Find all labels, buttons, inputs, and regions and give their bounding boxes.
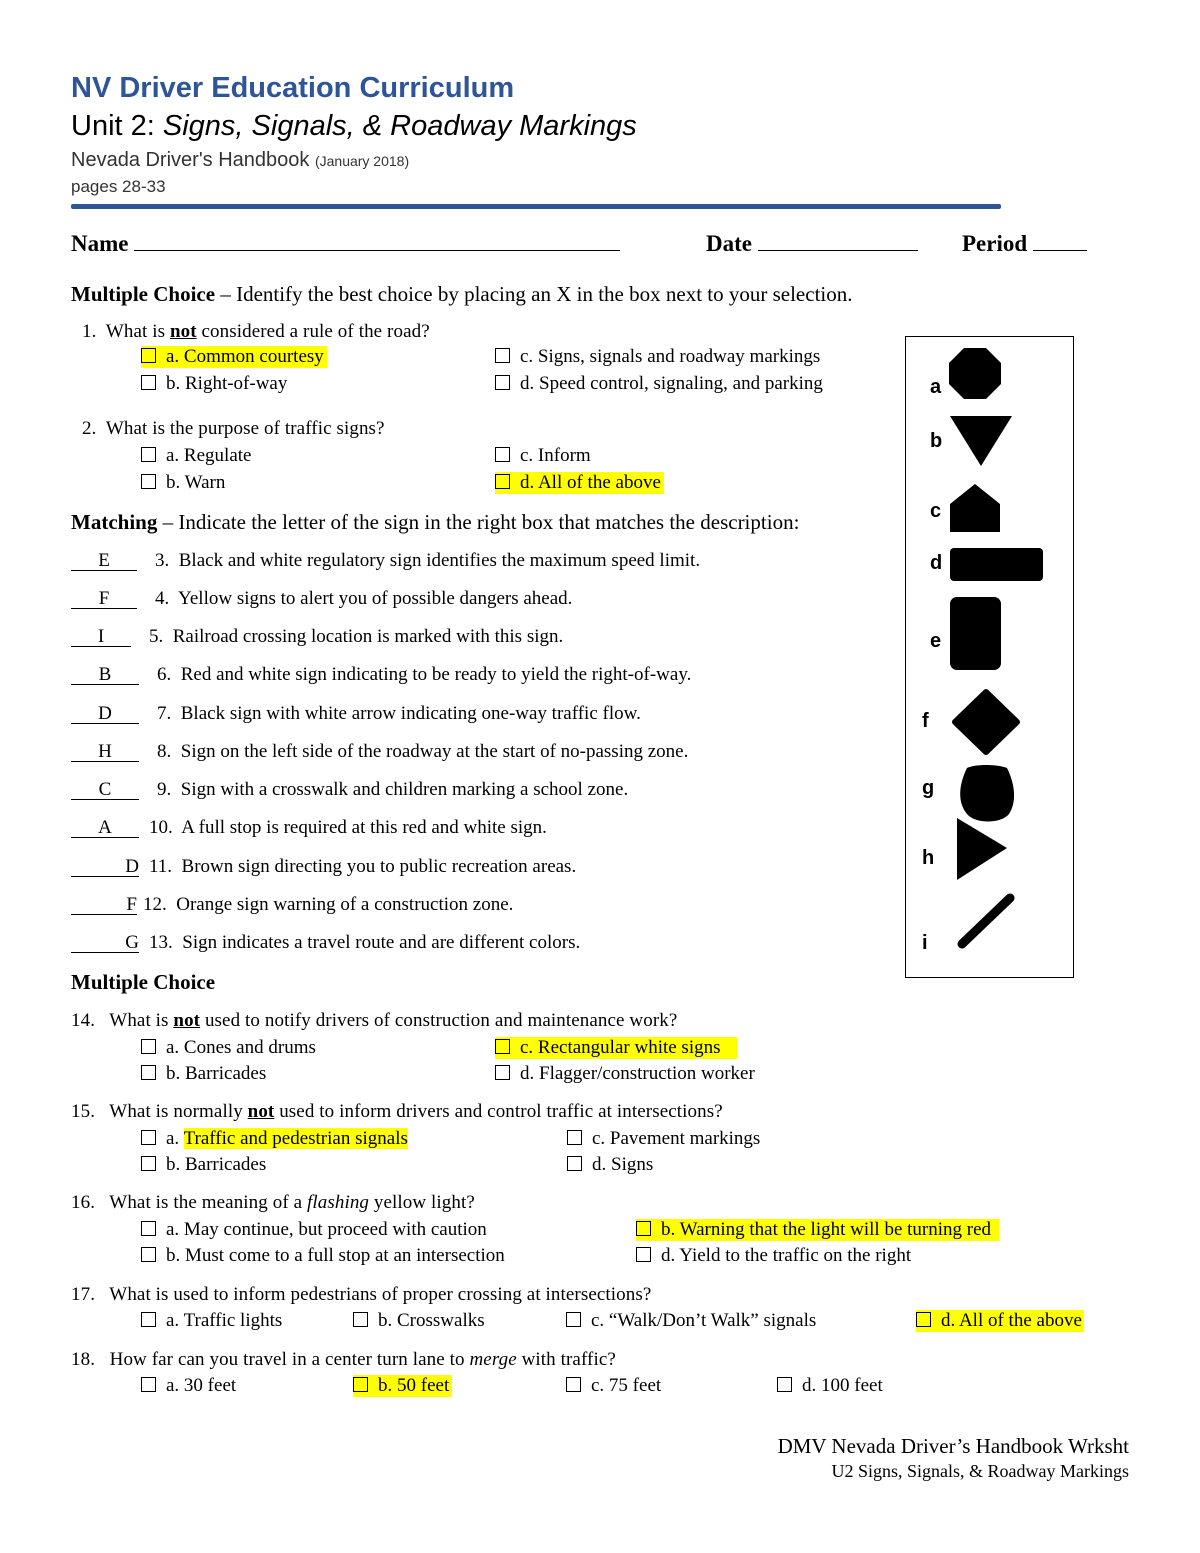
answer-blank[interactable]: D [71,857,139,877]
option-label: b. Warn [166,472,226,493]
unit-title: Signs, Signals, & Roadway Markings [162,110,637,142]
option-label: c. Inform [520,445,591,466]
section-instruction: – Indicate the letter of the sign in the right box that matches the description: [157,510,800,534]
checkbox[interactable] [916,1312,931,1327]
question-text: What is the purpose of traffic signs? [105,418,385,439]
question-number: 15. [71,1101,96,1122]
checkbox[interactable] [567,1156,582,1171]
question-emphasis: merge [469,1349,517,1370]
checkbox[interactable] [495,375,510,390]
q2-option-d[interactable] [495,472,664,494]
checkbox[interactable] [636,1247,651,1262]
answer-blank[interactable]: F [71,589,137,609]
name-label: Name [71,231,129,256]
question-1 [82,321,430,343]
question-emphasis: not [169,321,197,342]
question-emphasis: flashing [307,1192,370,1213]
checkbox[interactable] [141,1130,156,1145]
diamond-icon [955,692,1017,752]
option-label: a. Traffic lights [166,1310,283,1331]
q1-option-d[interactable] [495,373,823,395]
option-label: c. Pavement markings [592,1128,761,1149]
item-number: 6. [157,664,172,685]
pennant-icon [957,818,1007,880]
item-text: Red and white sign indicating to be ready to yield the right-of-way. [180,664,692,685]
question-number: 14. [71,1010,96,1031]
sign-label-b: b [930,430,943,452]
octagon-icon [949,348,1001,399]
footer-line-2: U2 Signs, Signals, & Roadway Markings [831,1461,1129,1481]
question-text: used to notify drivers of construction and maintenance work? [200,1010,678,1031]
handbook-date: (January 2018) [314,153,410,169]
item-text: Brown sign directing you to public recreation areas. [181,856,577,877]
item-text: Orange sign warning of a construction zone. [176,894,514,915]
checkbox[interactable] [567,1130,582,1145]
q14-option-a[interactable] [141,1037,316,1059]
item-text: Sign on the left side of the roadway at the start of no-passing zone. [180,741,689,762]
question-14 [71,1010,677,1032]
option-label: b. 50 feet [378,1375,450,1396]
q15-option-b[interactable] [141,1154,266,1176]
answer-blank[interactable]: C [71,780,139,800]
item-number: 11. [149,856,173,877]
sign-label-h: h [922,847,935,869]
question-18 [71,1349,616,1371]
item-number: 10. [149,817,173,838]
q17-option-a[interactable] [141,1310,282,1332]
item-text: Sign with a crosswalk and children marking a school zone. [180,779,629,800]
q14-option-d[interactable] [495,1063,755,1085]
q16-option-d[interactable] [636,1245,911,1267]
answer-blank[interactable]: D [71,704,139,724]
option-label: a. [166,1128,180,1149]
item-text: Sign indicates a travel route and are different colors. [182,932,581,953]
item-text: Yellow signs to alert you of possible dangers ahead. [178,588,573,609]
checkbox[interactable] [141,348,156,363]
unit-label: Unit 2: [71,110,155,142]
question-text: How far can you travel in a center turn lane to [109,1349,470,1370]
question-number: 17. [71,1284,96,1305]
question-number: 18. [71,1349,96,1370]
checkbox[interactable] [495,348,510,363]
option-label: c. “Walk/Don’t Walk” signals [591,1310,817,1331]
q17-option-b[interactable] [353,1310,485,1332]
handbook-line [71,149,409,172]
q18-option-b[interactable] [353,1375,452,1397]
option-label: a. Regulate [166,445,252,466]
item-number: 12. [143,894,167,915]
checkbox[interactable] [141,1377,156,1392]
shield-icon [960,765,1014,822]
q15-option-c[interactable] [567,1128,760,1150]
checkbox[interactable] [141,1221,156,1236]
option-label: d. Flagger/construction worker [520,1063,755,1084]
question-number: 1. [82,321,97,342]
option-label: a. May continue, but proceed with caution [166,1219,487,1240]
question-text: considered a rule of the road? [196,321,430,342]
option-label: d. All of the above [520,472,661,493]
answer-blank[interactable]: F [71,895,137,915]
sign-label-e: e [930,630,942,652]
option-label: d. 100 feet [802,1375,883,1396]
header-rule [71,204,1001,209]
q14-option-c[interactable] [495,1037,737,1059]
rectangle-horizontal-icon [950,548,1043,581]
checkbox[interactable] [353,1377,368,1392]
answer-blank[interactable]: B [71,665,139,685]
answer-blank[interactable]: H [71,742,139,762]
section-heading: Multiple Choice [71,282,216,306]
sign-label-c: c [930,500,942,522]
checkbox[interactable] [141,1156,156,1171]
option-label: d. Speed control, signaling, and parking [520,373,823,394]
matching-item [71,588,572,610]
item-number: 5. [149,626,164,647]
item-number: 8. [157,741,172,762]
q16-option-c[interactable] [636,1219,999,1241]
answer-blank[interactable]: A [71,818,139,838]
page-title: NV Driver Education Curriculum [71,72,515,104]
name-field[interactable] [71,230,620,257]
checkbox[interactable] [141,1065,156,1080]
section-multiple-choice-2 [71,970,215,995]
footer-line-1: DMV Nevada Driver’s Handbook Wrksht [777,1434,1129,1458]
option-label: c. 75 feet [591,1375,662,1396]
period-field[interactable] [962,230,1087,257]
option-label: a. Common courtesy [166,346,324,367]
checkbox[interactable] [636,1221,651,1236]
pages-label: pages 28-33 [71,177,166,196]
date-label: Date [706,231,752,256]
item-text: Black sign with white arrow indicating one-way traffic flow. [180,703,641,724]
answer-blank[interactable]: E [71,551,137,571]
q1-option-b[interactable] [141,373,287,395]
checkbox[interactable] [566,1312,581,1327]
option-label: c. Rectangular white signs [520,1037,721,1058]
section-heading: Matching [71,510,158,534]
matching-item [71,932,580,954]
q14-option-b[interactable] [141,1063,266,1085]
matching-item [71,779,628,801]
option-label: b. Warning that the light will be turning red [661,1219,992,1240]
section-heading: Multiple Choice [71,970,216,994]
question-text: yellow light? [369,1192,475,1213]
question-text: with traffic? [516,1349,616,1370]
checkbox[interactable] [495,1065,510,1080]
option-label: d. Signs [592,1154,654,1175]
date-field[interactable] [706,230,918,257]
question-text: What is used to inform pedestrians of proper crossing at intersections? [109,1284,652,1305]
matching-item [71,703,641,725]
question-text: What is the meaning of a [109,1192,307,1213]
rectangle-vertical-icon [950,597,1001,670]
checkbox[interactable] [141,1247,156,1262]
q17-option-c[interactable] [566,1310,816,1332]
q18-option-a[interactable] [141,1375,236,1397]
option-label: a. 30 feet [166,1375,237,1396]
item-number: 13. [149,932,173,953]
period-label: Period [962,231,1028,256]
section-matching [71,510,799,535]
section-instruction: – Identify the best choice by placing an X in the box next to your selection. [215,282,853,306]
checkbox[interactable] [141,447,156,462]
checkbox[interactable] [495,1039,510,1054]
option-label: b. Right-of-way [166,373,288,394]
item-text: A full stop is required at this red and white sign. [181,817,547,838]
option-label: b. Barricades [166,1154,267,1175]
question-text: What is [109,1010,174,1031]
item-number: 7. [157,703,172,724]
matching-item [71,741,688,763]
checkbox[interactable] [141,375,156,390]
section-multiple-choice-1 [71,282,853,307]
sign-label-f: f [922,710,929,732]
matching-item [71,664,691,686]
q1-option-a[interactable] [141,346,327,368]
answer-blank[interactable]: I [71,627,131,647]
matching-item [71,550,700,572]
unit-heading [71,110,637,143]
question-text: used to inform drivers and control traffic at intersections? [274,1101,723,1122]
matching-item [71,894,513,916]
checkbox[interactable] [566,1377,581,1392]
option-label: b. Crosswalks [378,1310,485,1331]
triangle-down-icon [950,416,1012,466]
sign-shapes [905,336,1075,978]
matching-item [71,626,563,648]
checkbox[interactable] [495,474,510,489]
question-15 [71,1101,723,1123]
q18-option-d[interactable] [777,1375,883,1397]
sign-label-d: d [930,552,943,574]
item-text: Railroad crossing location is marked with this sign. [172,626,564,647]
matching-item [71,856,576,878]
matching-item [71,817,547,839]
q2-option-b[interactable] [141,472,225,494]
q18-option-c[interactable] [566,1375,661,1397]
option-label: b. Must come to a full stop at an intersection [166,1245,505,1266]
question-2 [82,418,385,440]
question-17 [71,1284,651,1306]
checkbox[interactable] [141,1312,156,1327]
checkbox[interactable] [141,474,156,489]
question-text: What is normally [109,1101,248,1122]
handbook-name: Nevada Driver's Handbook [71,149,310,171]
q16-option-a[interactable] [141,1219,487,1241]
question-16 [71,1192,475,1214]
question-text: What is [105,321,170,342]
item-text: Black and white regulatory sign identifies the maximum speed limit. [178,550,701,571]
option-label: b. Barricades [166,1063,267,1084]
option-label: a. Cones and drums [166,1037,316,1058]
option-label: d. Yield to the traffic on the right [661,1245,912,1266]
option-label: d. All of the above [941,1310,1082,1331]
question-number: 2. [82,418,97,439]
checkbox[interactable] [141,1039,156,1054]
sign-label-i: i [922,932,928,954]
option-label: c. Signs, signals and roadway markings [520,346,821,367]
question-emphasis: not [173,1010,201,1031]
sign-label-g: g [922,777,935,799]
checkbox[interactable] [495,447,510,462]
crossbuck-icon [962,898,1010,944]
checkbox[interactable] [777,1377,792,1392]
question-number: 16. [71,1192,96,1213]
item-number: 9. [157,779,172,800]
q15-option-a[interactable] [141,1128,408,1150]
question-emphasis: not [247,1101,275,1122]
pentagon-icon [950,484,1000,532]
answer-blank[interactable]: G [71,933,139,953]
item-number: 3. [155,550,170,571]
q2-option-a[interactable] [141,445,251,467]
q1-option-c[interactable] [495,346,820,368]
item-number: 4. [155,588,170,609]
q17-option-d[interactable] [916,1310,1084,1332]
option-label-highlighted: Traffic and pedestrian signals [183,1128,408,1149]
q16-option-b[interactable] [141,1245,505,1267]
q15-option-d[interactable] [567,1154,653,1176]
sign-label-a: a [930,376,942,398]
checkbox[interactable] [353,1312,368,1327]
q2-option-c[interactable] [495,445,591,467]
